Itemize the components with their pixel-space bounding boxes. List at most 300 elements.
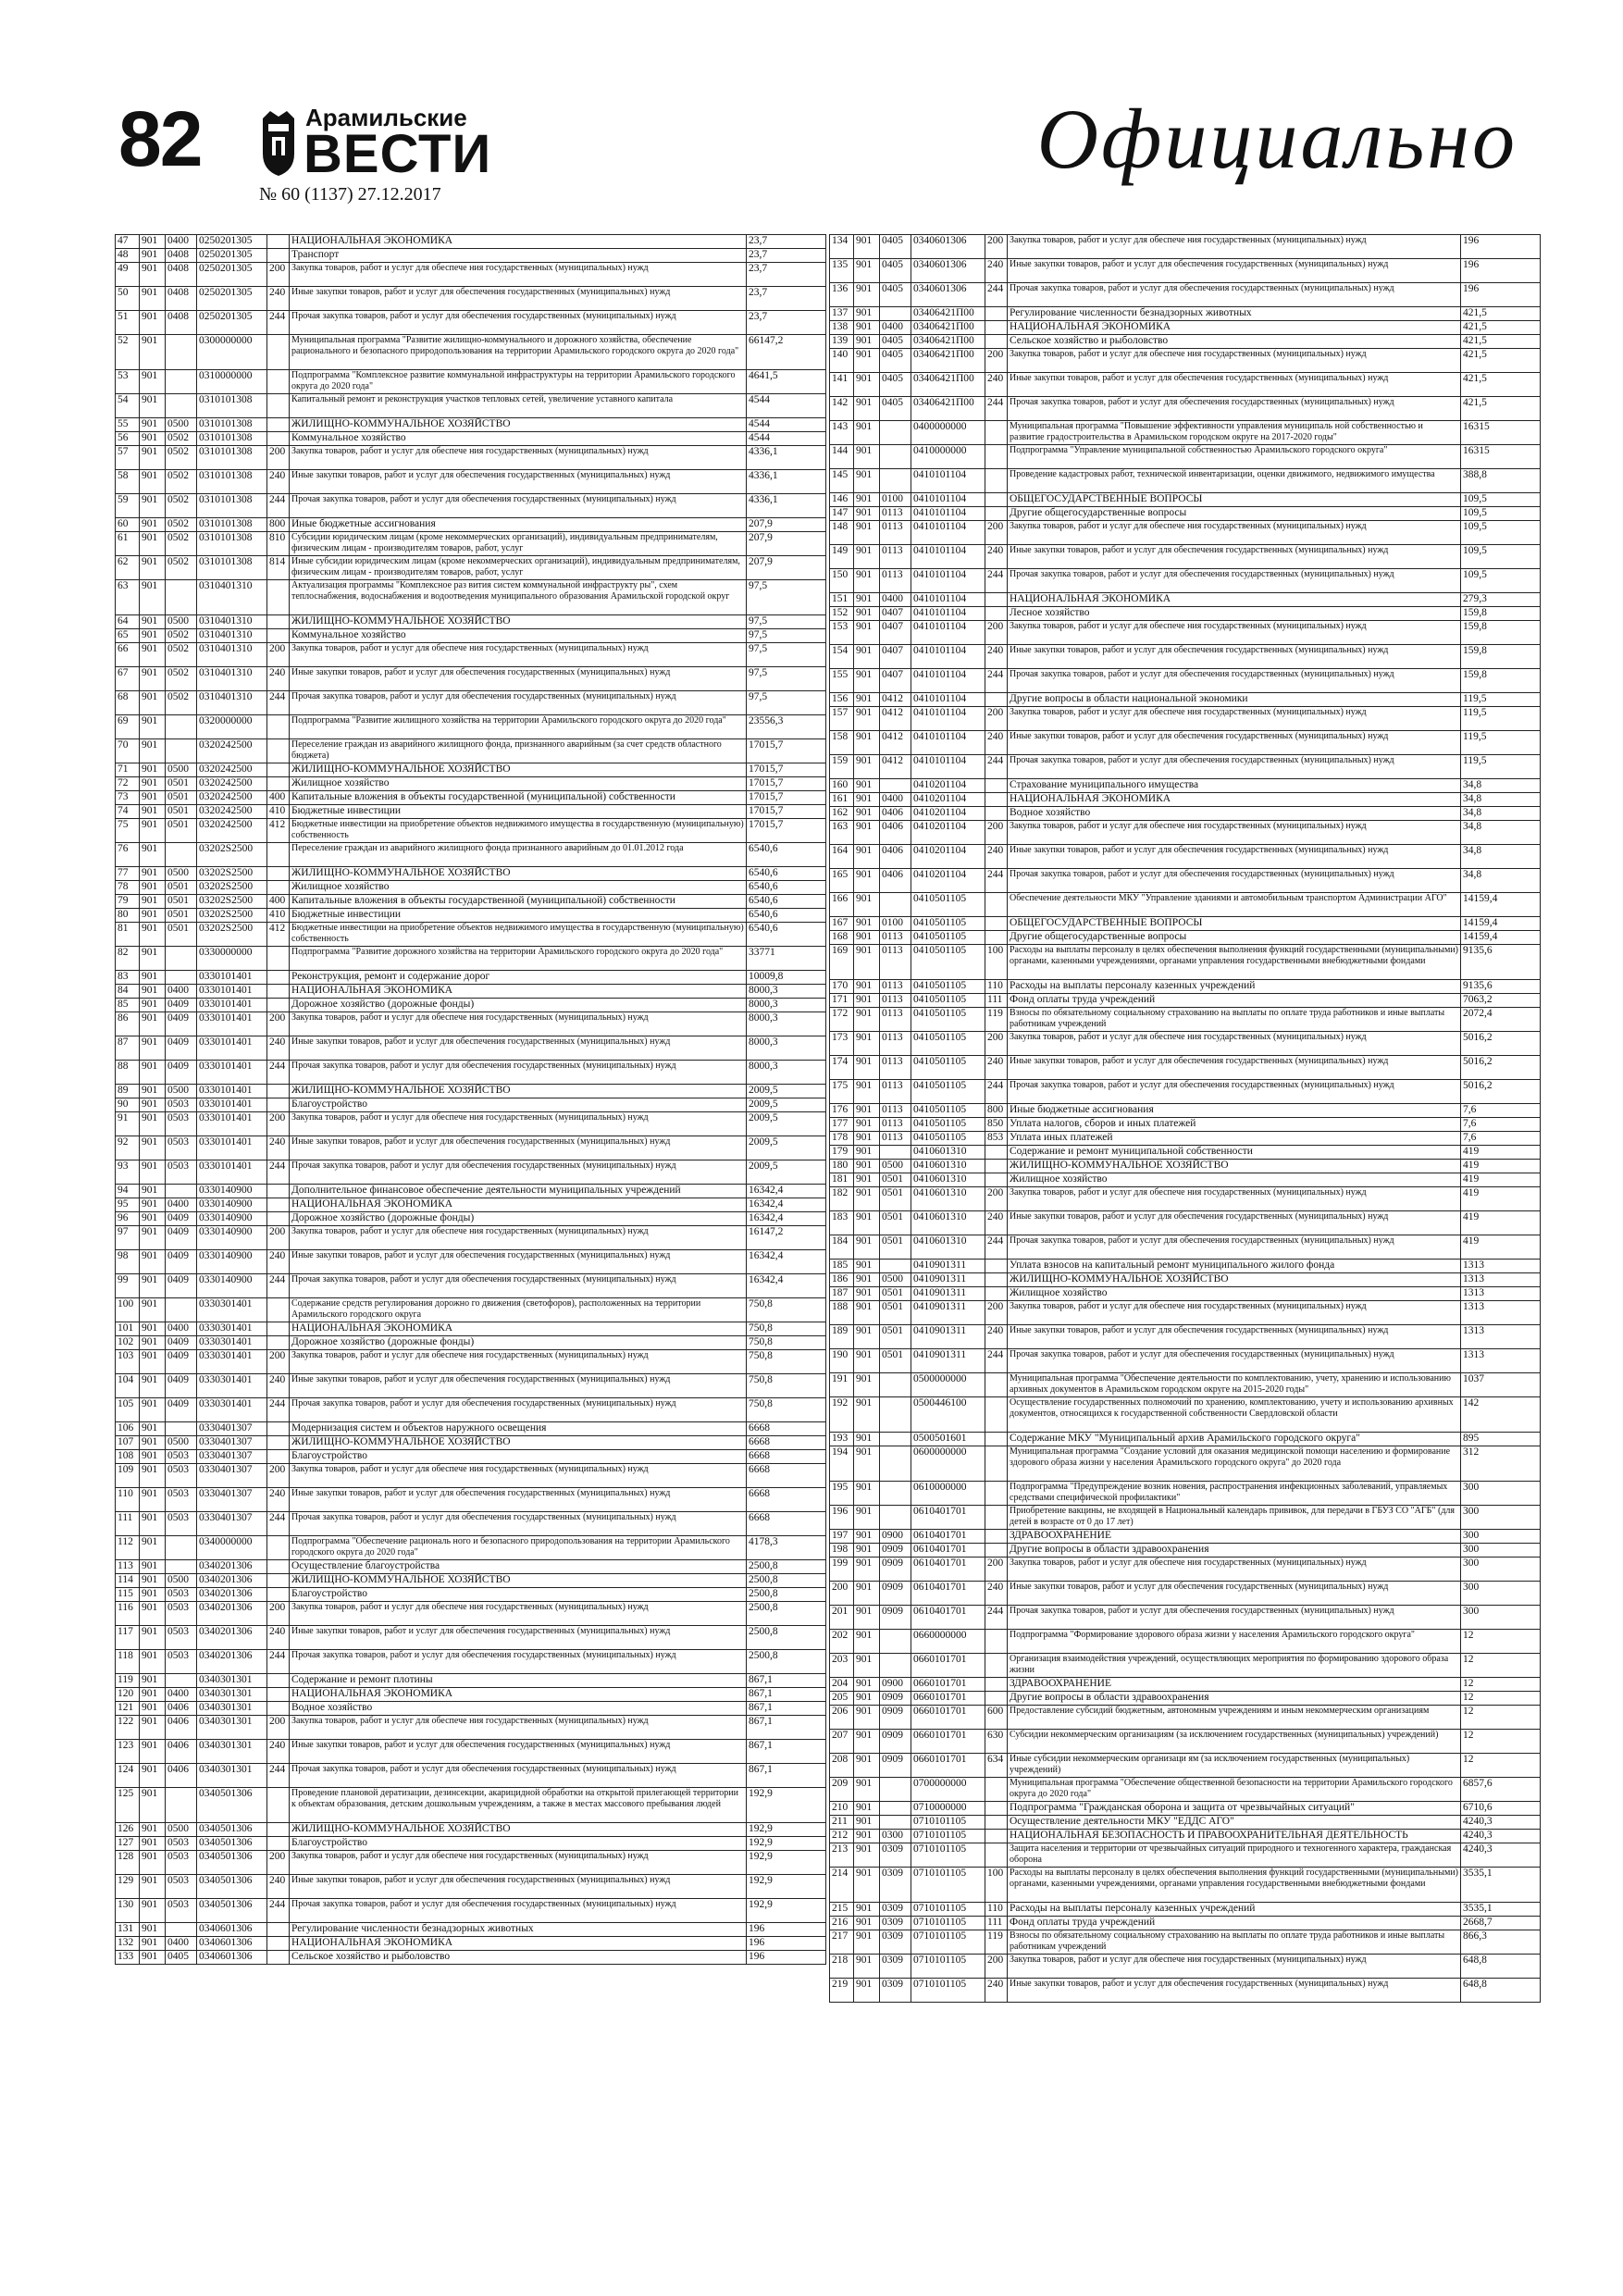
item-name: Проведение плановой дератизации, дезинсекции, акарицидной обработки на открытой прилегающей территории к объектам образования, детским дошкольным учреждениям, а также в местах массового пребывания людей (290, 1788, 747, 1823)
table-row (116, 867, 826, 881)
row-number: 95 (116, 1198, 140, 1212)
item-name: Капитальные вложения в объекты государственной (муниципальной) собственности (290, 895, 747, 909)
table-row (116, 432, 826, 446)
item-name: Другие общегосударственные вопросы (1008, 931, 1461, 945)
section-code: 0113 (880, 994, 911, 1008)
admin-code: 901 (854, 469, 880, 493)
section-code: 0502 (166, 667, 197, 691)
admin-code: 901 (140, 867, 166, 881)
table-row (116, 1250, 826, 1274)
admin-code: 901 (140, 1298, 166, 1322)
table-row (116, 715, 826, 739)
target-article: 0410000000 (911, 445, 985, 469)
item-name: Регулирование численности безнадзорных животных (290, 1923, 747, 1937)
admin-code: 901 (854, 1032, 880, 1056)
item-name: Муниципальная программа "Обеспечение общественной безопасности на территории Арамильского городского округа до 2020 года" (1008, 1778, 1461, 1802)
table-row (116, 1212, 826, 1226)
amount: 3535,1 (1461, 1868, 1541, 1903)
amount: 207,9 (747, 556, 826, 580)
target-article: 0340201306 (197, 1602, 267, 1626)
target-article: 0340301301 (197, 1716, 267, 1740)
expense-type: 240 (267, 1036, 290, 1061)
expense-type (267, 1560, 290, 1574)
row-number: 146 (830, 493, 854, 507)
item-name: Субсидии юридическим лицам (кроме некоммерческих организаций), индивидуальным предпринимателям, физическим лицам - производителям товаров, работ, услуг (290, 532, 747, 556)
item-name: Благоустройство (290, 1450, 747, 1464)
item-name: Прочая закупка товаров, работ и услуг для обеспечения государственных (муниципальных) нужд (1008, 569, 1461, 593)
expense-type: 240 (267, 1250, 290, 1274)
section-code (166, 1422, 197, 1436)
table-row (830, 507, 1541, 521)
row-number: 199 (830, 1558, 854, 1582)
admin-code: 901 (854, 779, 880, 793)
row-number: 75 (116, 819, 140, 843)
item-name: Иные закупки товаров, работ и услуг для обеспечения государственных (муниципальных) нужд (290, 1374, 747, 1398)
admin-code: 901 (140, 1160, 166, 1185)
table-row (116, 971, 826, 985)
item-name: Иные закупки товаров, работ и услуг для обеспечения государственных (муниципальных) нужд (1008, 1211, 1461, 1235)
amount: 300 (1461, 1506, 1541, 1530)
expense-type (267, 1212, 290, 1226)
expense-type (985, 1446, 1008, 1482)
item-name: Закупка товаров, работ и услуг для обеспече ния государственных (муниципальных) нужд (290, 1226, 747, 1250)
section-code (880, 421, 911, 445)
admin-code: 901 (140, 881, 166, 895)
admin-code: 901 (140, 432, 166, 446)
amount: 750,8 (747, 1398, 826, 1422)
amount: 207,9 (747, 518, 826, 532)
table-row (830, 1301, 1541, 1325)
target-article: 0320242500 (197, 791, 267, 805)
expense-type: 244 (985, 1606, 1008, 1630)
amount: 1313 (1461, 1273, 1541, 1287)
expense-type (267, 715, 290, 739)
table-row (830, 1606, 1541, 1630)
expense-type: 600 (985, 1706, 1008, 1730)
table-row (830, 931, 1541, 945)
table-row (116, 1464, 826, 1488)
expense-type (267, 1674, 290, 1688)
row-number: 153 (830, 621, 854, 645)
admin-code: 901 (854, 1979, 880, 2003)
amount: 1313 (1461, 1301, 1541, 1325)
admin-code: 901 (140, 418, 166, 432)
amount: 421,5 (1461, 335, 1541, 349)
admin-code: 901 (140, 1923, 166, 1937)
row-number: 76 (116, 843, 140, 867)
target-article: 0610000000 (911, 1482, 985, 1506)
admin-code: 901 (140, 1574, 166, 1588)
amount: 2668,7 (1461, 1917, 1541, 1930)
row-number: 170 (830, 980, 854, 994)
item-name: Страхование муниципального имущества (1008, 779, 1461, 793)
amount: 6540,6 (747, 867, 826, 881)
admin-code: 901 (854, 1506, 880, 1530)
section-code: 0501 (166, 881, 197, 895)
target-article: 0660101701 (911, 1654, 985, 1678)
target-article: 03202S2500 (197, 895, 267, 909)
amount: 300 (1461, 1606, 1541, 1630)
brand-main: ВЕСТИ (304, 124, 492, 184)
admin-code: 901 (140, 1112, 166, 1136)
table-row (116, 1951, 826, 1965)
section-code: 0409 (166, 1061, 197, 1085)
row-number: 67 (116, 667, 140, 691)
table-row (830, 1104, 1541, 1118)
row-number: 113 (116, 1560, 140, 1574)
row-number: 101 (116, 1322, 140, 1336)
expense-type (985, 1433, 1008, 1446)
admin-code: 901 (854, 1301, 880, 1325)
row-number: 99 (116, 1274, 140, 1298)
item-name: Расходы на выплаты персоналу казенных учреждений (1008, 980, 1461, 994)
admin-code: 901 (140, 923, 166, 947)
target-article: 0410901311 (911, 1273, 985, 1287)
target-article: 03406421П00 (911, 321, 985, 335)
section-title: Официально (1036, 92, 1518, 186)
admin-code: 901 (140, 1350, 166, 1374)
expense-type: 240 (267, 1136, 290, 1160)
table-row (116, 1650, 826, 1674)
expense-type (985, 1482, 1008, 1506)
admin-code: 901 (140, 1226, 166, 1250)
item-name: Прочая закупка товаров, работ и услуг для обеспечения государственных (муниципальных) нужд (290, 494, 747, 518)
item-name: ЖИЛИЩНО-КОММУНАЛЬНОЕ ХОЗЯЙСТВО (290, 867, 747, 881)
admin-code: 901 (854, 1160, 880, 1173)
expense-type: 240 (985, 1979, 1008, 2003)
row-number: 201 (830, 1606, 854, 1630)
target-article: 0410101104 (911, 693, 985, 707)
amount: 419 (1461, 1146, 1541, 1160)
amount: 33771 (747, 947, 826, 971)
admin-code: 901 (140, 1702, 166, 1716)
admin-code: 901 (140, 1560, 166, 1574)
admin-code: 901 (854, 1843, 880, 1868)
amount: 750,8 (747, 1336, 826, 1350)
row-number: 210 (830, 1802, 854, 1816)
target-article: 0330140900 (197, 1250, 267, 1274)
expense-type (267, 1185, 290, 1198)
amount: 1313 (1461, 1260, 1541, 1273)
expense-type: 410 (267, 909, 290, 923)
target-article: 0330301401 (197, 1322, 267, 1336)
row-number: 185 (830, 1260, 854, 1273)
amount: 421,5 (1461, 321, 1541, 335)
item-name: НАЦИОНАЛЬНАЯ ЭКОНОМИКА (1008, 593, 1461, 607)
expense-type: 240 (267, 287, 290, 311)
budget-table-right (829, 234, 1540, 2003)
section-code: 0400 (166, 1688, 197, 1702)
expense-type (985, 1843, 1008, 1868)
row-number: 134 (830, 235, 854, 259)
target-article: 0330101401 (197, 1085, 267, 1098)
admin-code: 901 (140, 1740, 166, 1764)
table-row (116, 1336, 826, 1350)
target-article: 0410101104 (911, 593, 985, 607)
expense-type: 244 (267, 1160, 290, 1185)
admin-code: 901 (854, 1080, 880, 1104)
row-number: 168 (830, 931, 854, 945)
amount: 8000,3 (747, 1061, 826, 1085)
admin-code: 901 (140, 1085, 166, 1098)
row-number: 91 (116, 1112, 140, 1136)
section-code: 0407 (880, 669, 911, 693)
row-number: 198 (830, 1544, 854, 1558)
table-row (116, 580, 826, 615)
amount: 6857,6 (1461, 1778, 1541, 1802)
expense-type (985, 1287, 1008, 1301)
target-article: 0410101104 (911, 469, 985, 493)
target-article: 0500000000 (911, 1373, 985, 1397)
section-code: 0501 (880, 1211, 911, 1235)
section-code: 0405 (880, 349, 911, 373)
target-article: 0330101401 (197, 1061, 267, 1085)
target-article: 0320242500 (197, 739, 267, 763)
row-number: 56 (116, 432, 140, 446)
amount: 109,5 (1461, 507, 1541, 521)
section-code: 0409 (166, 1012, 197, 1036)
expense-type: 200 (985, 1558, 1008, 1582)
amount: 34,8 (1461, 779, 1541, 793)
expense-type: 400 (267, 895, 290, 909)
row-number: 156 (830, 693, 854, 707)
target-article: 0710101105 (911, 1955, 985, 1979)
admin-code: 901 (140, 1823, 166, 1837)
row-number: 171 (830, 994, 854, 1008)
expense-type: 240 (267, 1626, 290, 1650)
amount: 66147,2 (747, 335, 826, 370)
admin-code: 901 (140, 1716, 166, 1740)
target-article: 03406421П00 (911, 373, 985, 397)
item-name: Закупка товаров, работ и услуг для обеспече ния государственных (муниципальных) нужд (1008, 1301, 1461, 1325)
item-name: Прочая закупка товаров, работ и услуг для обеспечения государственных (муниципальных) нужд (290, 1061, 747, 1085)
target-article: 0340501306 (197, 1851, 267, 1875)
section-code: 0400 (166, 235, 197, 249)
expense-type: 244 (985, 1349, 1008, 1373)
table-row (830, 593, 1541, 607)
expense-type (267, 1198, 290, 1212)
item-name: Коммунальное хозяйство (290, 629, 747, 643)
row-number: 159 (830, 755, 854, 779)
table-row (830, 1008, 1541, 1032)
section-code: 0500 (880, 1273, 911, 1287)
item-name: Переселение граждан из аварийного жилищного фонда признанного аварийным до 01.01.2012 года (290, 843, 747, 867)
section-code: 0500 (166, 418, 197, 432)
section-code: 0501 (880, 1187, 911, 1211)
section-code: 0400 (166, 1937, 197, 1951)
section-code: 0406 (880, 821, 911, 845)
expense-type (267, 235, 290, 249)
section-code: 0407 (880, 607, 911, 621)
amount: 97,5 (747, 667, 826, 691)
section-code: 0502 (166, 691, 197, 715)
amount: 12 (1461, 1754, 1541, 1778)
admin-code: 901 (854, 235, 880, 259)
expense-type (985, 1678, 1008, 1692)
amount: 6668 (747, 1422, 826, 1436)
item-name: Лесное хозяйство (1008, 607, 1461, 621)
expense-type: 244 (985, 1235, 1008, 1260)
target-article: 0710101105 (911, 1903, 985, 1917)
item-name: Предоставление субсидий бюджетным, автономным учреждениям и иным некоммерческим организациям (1008, 1706, 1461, 1730)
table-row (116, 1298, 826, 1322)
row-number: 79 (116, 895, 140, 909)
expense-type (267, 1085, 290, 1098)
amount: 192,9 (747, 1823, 826, 1837)
item-name: Прочая закупка товаров, работ и услуг для обеспечения государственных (муниципальных) нужд (1008, 1606, 1461, 1630)
item-name: Расходы на выплаты персоналу казенных учреждений (1008, 1903, 1461, 1917)
amount: 2072,4 (1461, 1008, 1541, 1032)
amount: 2500,8 (747, 1574, 826, 1588)
target-article: 0410601310 (911, 1173, 985, 1187)
expense-type (985, 1506, 1008, 1530)
table-row (116, 1788, 826, 1823)
admin-code: 901 (854, 980, 880, 994)
admin-code: 901 (854, 1132, 880, 1146)
item-name: Приобретение вакцины, не входящей в Национальный календарь прививок, для передачи в ГБУЗ СО "АГБ" (для детей в возрасте от 0 до 17 лет) (1008, 1506, 1461, 1530)
admin-code: 901 (854, 1654, 880, 1678)
amount: 750,8 (747, 1298, 826, 1322)
table-row (830, 1979, 1541, 2003)
row-number: 83 (116, 971, 140, 985)
item-name: Закупка товаров, работ и услуг для обеспече ния государственных (муниципальных) нужд (1008, 1955, 1461, 1979)
expense-type: 244 (985, 669, 1008, 693)
amount: 8000,3 (747, 985, 826, 999)
expense-type (985, 1530, 1008, 1544)
section-code (880, 1373, 911, 1397)
table-row (830, 1287, 1541, 1301)
admin-code: 901 (140, 1185, 166, 1198)
item-name: Закупка товаров, работ и услуг для обеспече ния государственных (муниципальных) нужд (290, 643, 747, 667)
row-number: 63 (116, 580, 140, 615)
amount: 6540,6 (747, 909, 826, 923)
amount: 5016,2 (1461, 1032, 1541, 1056)
target-article: 0330140900 (197, 1198, 267, 1212)
target-article: 0310101308 (197, 470, 267, 494)
amount: 17015,7 (747, 805, 826, 819)
item-name: Водное хозяйство (290, 1702, 747, 1716)
amount: 1313 (1461, 1287, 1541, 1301)
item-name: Содержание и ремонт плотины (290, 1674, 747, 1688)
target-article: 0410601310 (911, 1146, 985, 1160)
item-name: Актуализация программы "Комплексное раз вития систем коммунальной инфраструкту ры", схем теплоснабжения, водоснабжения и водоотведения муниципального образования Арамильской городской округ (290, 580, 747, 615)
expense-type (985, 1802, 1008, 1816)
table-row (830, 1056, 1541, 1080)
table-row (830, 1930, 1541, 1955)
table-row (830, 545, 1541, 569)
admin-code: 901 (140, 470, 166, 494)
target-article: 0330000000 (197, 947, 267, 971)
section-code: 0503 (166, 1464, 197, 1488)
table-row (116, 370, 826, 394)
admin-code: 901 (854, 445, 880, 469)
item-name: Иные закупки товаров, работ и услуг для обеспечения государственных (муниципальных) нужд (1008, 1979, 1461, 2003)
amount: 207,9 (747, 532, 826, 556)
table-row (116, 1422, 826, 1436)
target-article: 0310101308 (197, 432, 267, 446)
row-number: 93 (116, 1160, 140, 1185)
item-name: Защита населения и территории от чрезвычайных ситуаций природного и техногенного характера, гражданская оборона (1008, 1843, 1461, 1868)
table-row (116, 1488, 826, 1512)
amount: 142 (1461, 1397, 1541, 1433)
admin-code: 901 (854, 1558, 880, 1582)
row-number: 196 (830, 1506, 854, 1530)
admin-code: 901 (140, 1488, 166, 1512)
item-name: ЖИЛИЩНО-КОММУНАЛЬНОЕ ХОЗЯЙСТВО (290, 1085, 747, 1098)
expense-type: 200 (985, 521, 1008, 545)
row-number: 166 (830, 893, 854, 917)
amount: 97,5 (747, 691, 826, 715)
row-number: 216 (830, 1917, 854, 1930)
section-code: 0113 (880, 1032, 911, 1056)
amount: 16315 (1461, 445, 1541, 469)
row-number: 125 (116, 1788, 140, 1823)
item-name: Иные закупки товаров, работ и услуг для обеспечения государственных (муниципальных) нужд (290, 1875, 747, 1899)
target-article: 0610401701 (911, 1544, 985, 1558)
amount: 2009,5 (747, 1136, 826, 1160)
row-number: 137 (830, 307, 854, 321)
section-code (166, 1536, 197, 1560)
page-number: 82 (118, 95, 202, 182)
row-number: 130 (116, 1899, 140, 1923)
amount: 4240,3 (1461, 1830, 1541, 1843)
row-number: 88 (116, 1061, 140, 1085)
section-code: 0113 (880, 569, 911, 593)
target-article: 0250201305 (197, 235, 267, 249)
target-article: 0250201305 (197, 249, 267, 263)
item-name: Модернизация систем и объектов наружного освещения (290, 1422, 747, 1436)
admin-code: 901 (140, 335, 166, 370)
item-name: ЖИЛИЩНО-КОММУНАЛЬНОЕ ХОЗЯЙСТВО (290, 1436, 747, 1450)
table-row (830, 1582, 1541, 1606)
expense-type: 240 (985, 845, 1008, 869)
amount: 4641,5 (747, 370, 826, 394)
item-name: Иные закупки товаров, работ и услуг для обеспечения государственных (муниципальных) нужд (1008, 731, 1461, 755)
admin-code: 901 (854, 793, 880, 807)
table-row (830, 1678, 1541, 1692)
admin-code: 901 (854, 307, 880, 321)
item-name: Прочая закупка товаров, работ и услуг для обеспечения государственных (муниципальных) нужд (290, 1160, 747, 1185)
expense-type (985, 1373, 1008, 1397)
item-name: Проведение кадастровых работ, технической инвентаризации, оценки движимого, недвижимого имущества (1008, 469, 1461, 493)
amount: 10009,8 (747, 971, 826, 985)
section-code: 0113 (880, 1008, 911, 1032)
item-name: Прочая закупка товаров, работ и услуг для обеспечения государственных (муниципальных) нужд (1008, 1235, 1461, 1260)
amount: 8000,3 (747, 999, 826, 1012)
admin-code: 901 (140, 235, 166, 249)
amount: 6540,6 (747, 881, 826, 895)
target-article: 0320242500 (197, 819, 267, 843)
item-name: Иные закупки товаров, работ и услуг для обеспечения государственных (муниципальных) нужд (1008, 373, 1461, 397)
table-row (830, 307, 1541, 321)
section-code: 0909 (880, 1544, 911, 1558)
table-row (830, 1433, 1541, 1446)
expense-type: 244 (985, 569, 1008, 593)
table-row (830, 1730, 1541, 1754)
expense-type (267, 1098, 290, 1112)
item-name: Фонд оплаты труда учреждений (1008, 1917, 1461, 1930)
target-article: 0410501105 (911, 931, 985, 945)
target-article: 0330101401 (197, 1012, 267, 1036)
table-row (116, 249, 826, 263)
item-name: ЖИЛИЩНО-КОММУНАЛЬНОЕ ХОЗЯЙСТВО (290, 615, 747, 629)
target-article: 0400000000 (911, 421, 985, 445)
section-code (166, 1298, 197, 1322)
section-code: 0409 (166, 1274, 197, 1298)
item-name: ЗДРАВООХРАНЕНИЕ (1008, 1530, 1461, 1544)
expense-type: 240 (267, 1374, 290, 1398)
admin-code: 901 (140, 249, 166, 263)
